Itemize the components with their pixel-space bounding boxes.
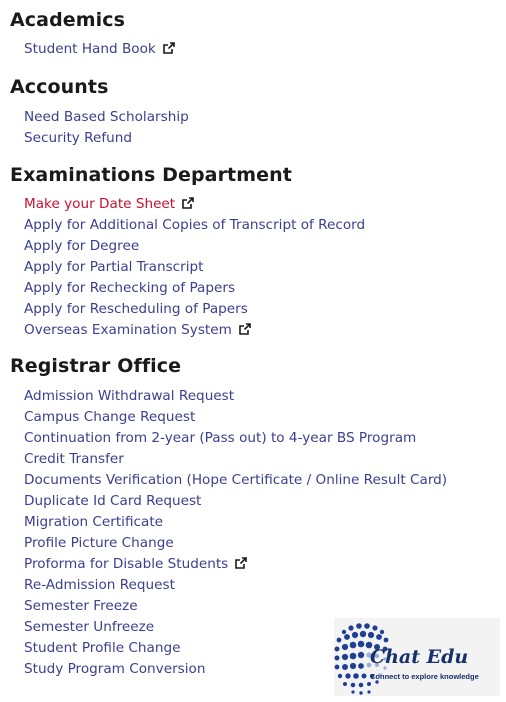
link-label: Overseas Examination System [24, 322, 232, 338]
link-overseas-examination[interactable] [24, 320, 251, 340]
external-link-icon [235, 557, 247, 569]
link-student-hand-book[interactable] [24, 39, 175, 59]
external-link-icon [239, 323, 251, 335]
link-documents-verification[interactable]: Documents Verification (Hope Certificate / Online Result Card) [24, 472, 448, 488]
link-label: Student Hand Book [24, 41, 156, 57]
link-need-based-scholarship[interactable]: Need Based Scholarship [24, 109, 189, 125]
external-link-icon [182, 197, 194, 209]
link-student-profile-change[interactable]: Student Profile Change [24, 640, 181, 656]
link-credit-transfer[interactable]: Credit Transfer [24, 451, 124, 467]
chat-edu-logo [334, 618, 500, 696]
link-study-program-conversion[interactable]: Study Program Conversion [24, 661, 206, 677]
external-link-icon [163, 42, 175, 54]
link-label: Proforma for Disable Students [24, 556, 229, 572]
section-heading-registrar: Registrar Office [10, 355, 182, 377]
link-continuation-bs-program[interactable]: Continuation from 2-year (Pass out) to 4-year BS Program [24, 430, 417, 446]
link-admission-withdrawal[interactable]: Admission Withdrawal Request [24, 388, 235, 404]
link-security-refund[interactable]: Security Refund [24, 130, 132, 146]
section-heading-accounts: Accounts [10, 76, 109, 98]
link-apply-degree[interactable]: Apply for Degree [24, 238, 140, 254]
link-duplicate-id-card[interactable]: Duplicate Id Card Request [24, 493, 202, 509]
link-migration-certificate[interactable]: Migration Certificate [24, 514, 164, 530]
section-heading-academics: Academics [10, 9, 126, 31]
link-label: Make your Date Sheet [24, 196, 176, 212]
link-partial-transcript[interactable]: Apply for Partial Transcript [24, 259, 204, 275]
link-semester-freeze[interactable]: Semester Freeze [24, 598, 138, 614]
link-proforma-disable-students[interactable] [24, 554, 247, 574]
section-heading-examinations: Examinations Department [10, 164, 292, 186]
logo-tagline: Connect to explore knowledge [370, 672, 479, 681]
link-additional-transcript-copies[interactable]: Apply for Additional Copies of Transcript of Record [24, 217, 366, 233]
link-semester-unfreeze[interactable]: Semester Unfreeze [24, 619, 155, 635]
link-campus-change[interactable]: Campus Change Request [24, 409, 196, 425]
link-rechecking-papers[interactable]: Apply for Rechecking of Papers [24, 280, 236, 296]
link-make-date-sheet[interactable] [24, 194, 194, 214]
logo-title: Chat Edu [370, 646, 469, 668]
link-profile-picture-change[interactable]: Profile Picture Change [24, 535, 174, 551]
link-re-admission[interactable]: Re-Admission Request [24, 577, 175, 593]
link-rescheduling-papers[interactable]: Apply for Rescheduling of Papers [24, 301, 248, 317]
